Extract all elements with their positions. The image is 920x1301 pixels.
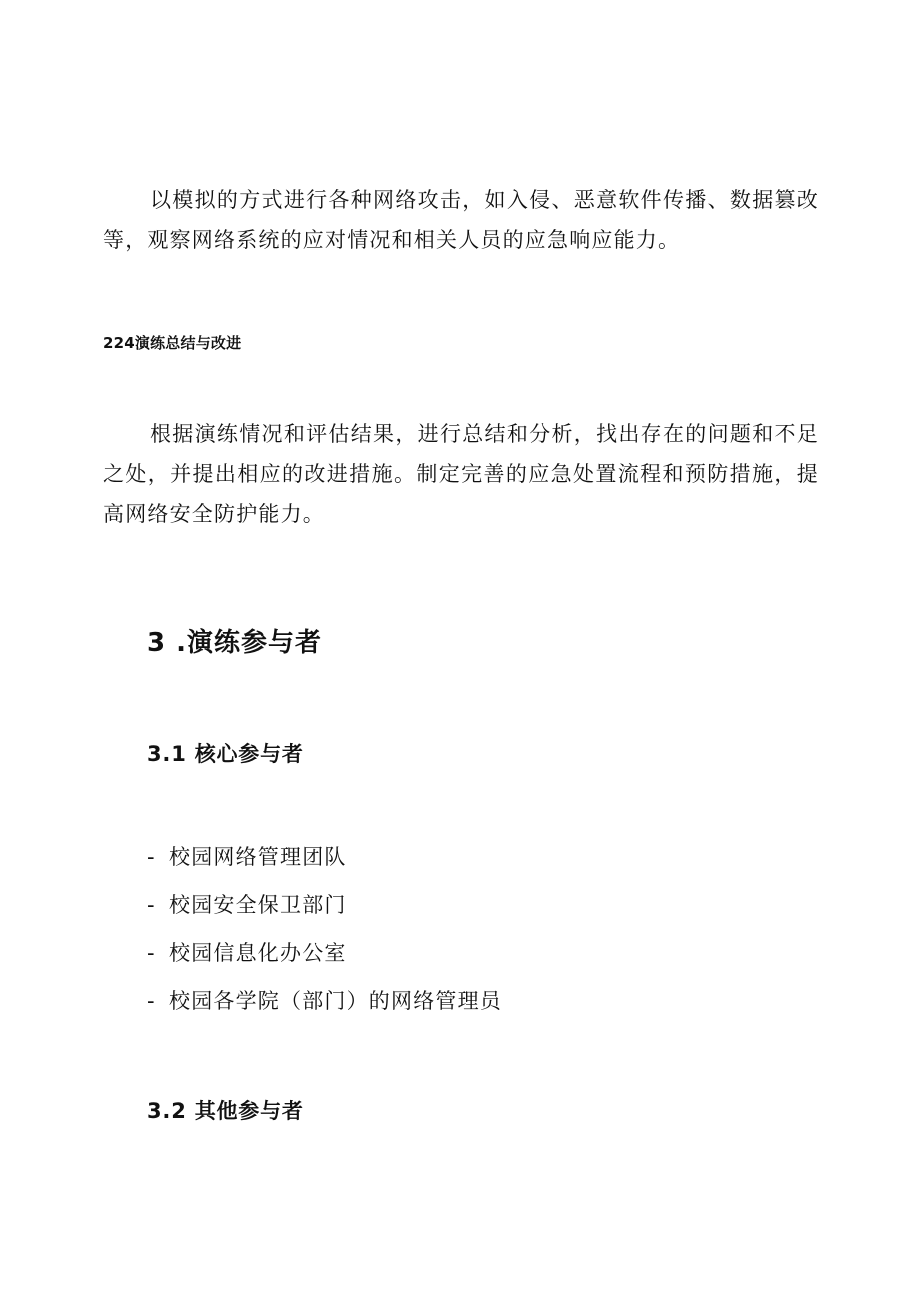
core-participants-list [147,833,502,1025]
paragraph-summary-improvement [103,414,819,534]
list-item-text: 校园网络管理团队 [169,845,347,869]
list-marker: - [147,845,156,869]
paragraph-attack-simulation [103,180,819,260]
list-item-text: 校园安全保卫部门 [169,893,347,917]
list-item [147,977,502,1025]
paragraph-text: 根据演练情况和评估结果，进行总结和分析，找出存在的问题和不足之处，并提出相应的改进措施。制定完善的应急处置流程和预防措施，提高网络安全防护能力。 [103,422,819,526]
list-item-text: 校园各学院（部门）的网络管理员 [169,989,502,1013]
list-item-text: 校园信息化办公室 [169,941,347,965]
list-item [147,881,502,929]
section-heading-3: 3 .演练参与者 [147,628,323,658]
list-marker: - [147,893,156,917]
list-item [147,929,502,977]
paragraph-text: 以模拟的方式进行各种网络攻击，如入侵、恶意软件传播、数据篡改等，观察网络系统的应对情况和相关人员的应急响应能力。 [103,188,819,252]
list-marker: - [147,941,156,965]
list-item [147,833,502,881]
section-heading-2-2-4: 224演练总结与改进 [103,334,242,352]
list-marker: - [147,989,156,1013]
section-heading-3-1: 3.1 核心参与者 [147,742,304,766]
section-heading-3-2: 3.2 其他参与者 [147,1099,304,1123]
